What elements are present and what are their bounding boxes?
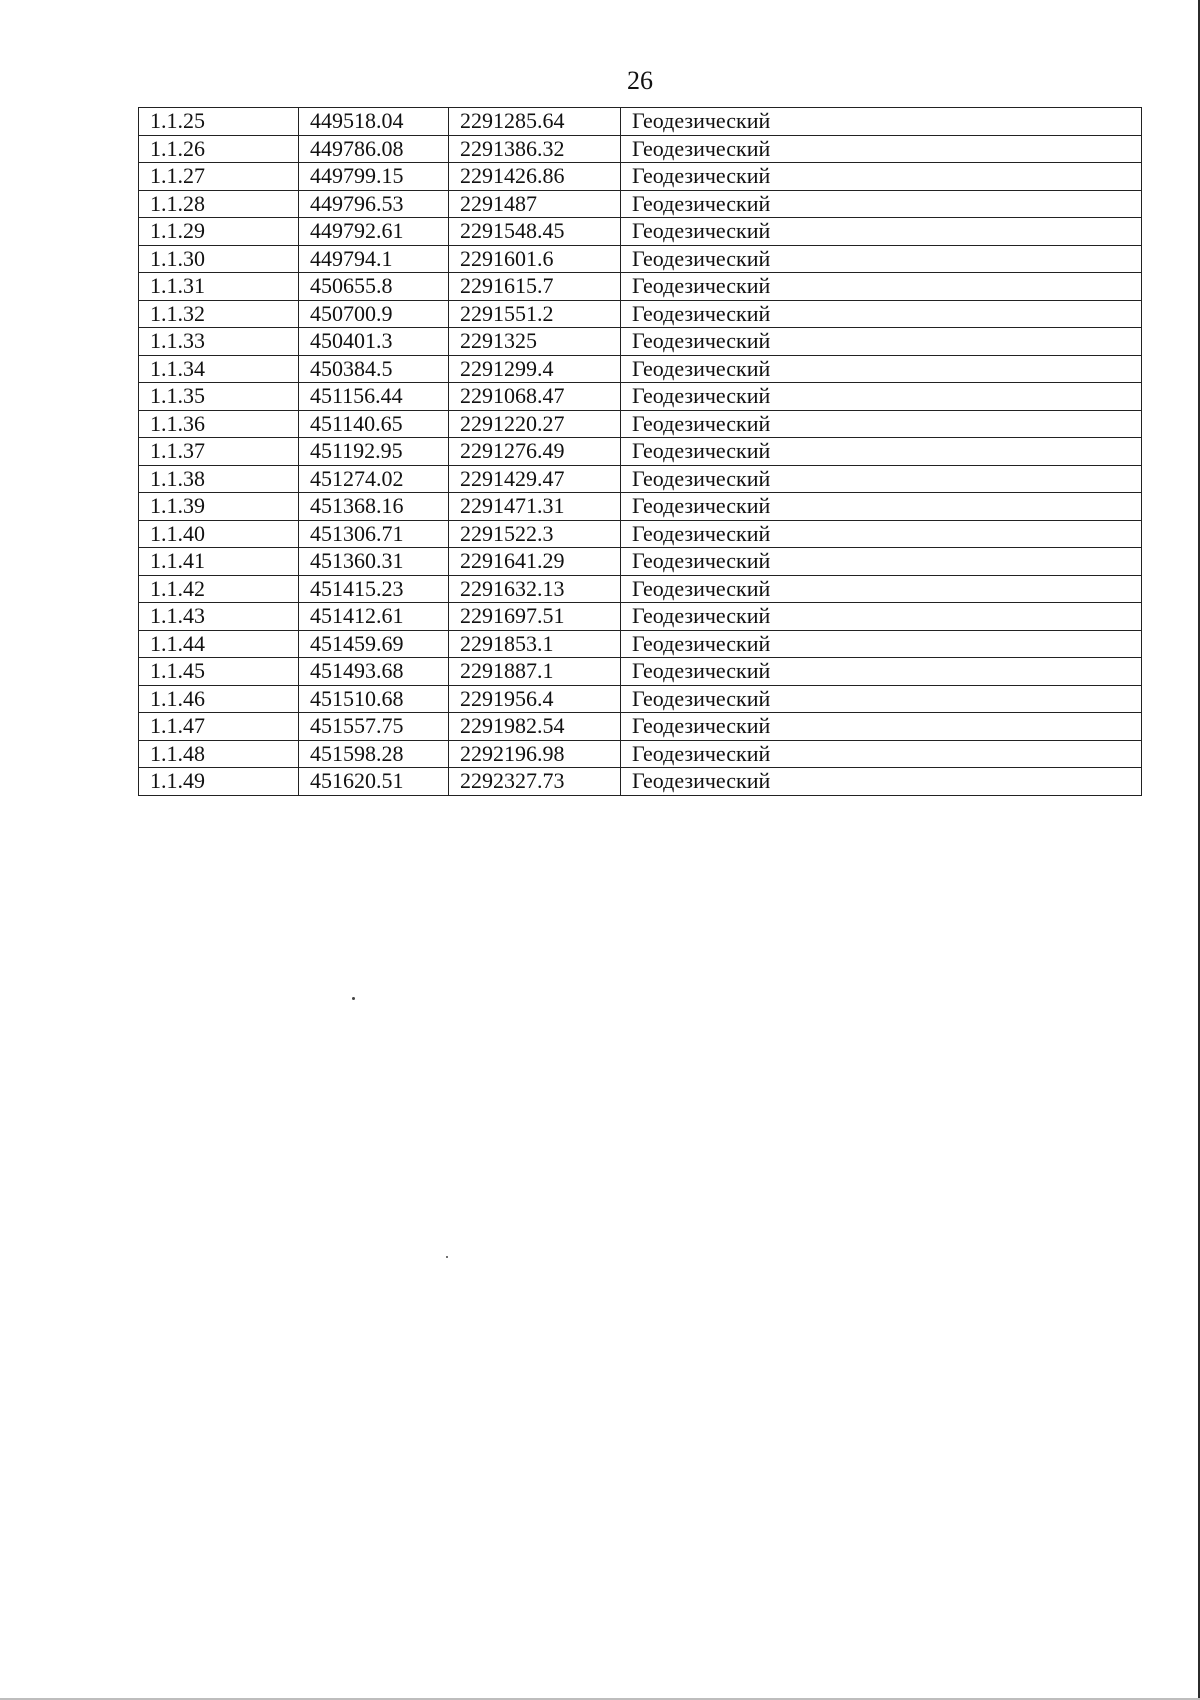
cell-y-coordinate: 2292327.73 bbox=[449, 768, 621, 796]
cell-y-coordinate: 2291068.47 bbox=[449, 383, 621, 411]
cell-y-coordinate: 2291522.3 bbox=[449, 520, 621, 548]
cell-x-coordinate: 451368.16 bbox=[299, 493, 449, 521]
cell-point-number: 1.1.30 bbox=[139, 245, 299, 273]
cell-y-coordinate: 2291548.45 bbox=[449, 218, 621, 246]
table-row bbox=[139, 135, 1142, 163]
scan-speck bbox=[352, 997, 355, 1000]
cell-x-coordinate: 451493.68 bbox=[299, 658, 449, 686]
cell-y-coordinate: 2291697.51 bbox=[449, 603, 621, 631]
cell-y-coordinate: 2291487 bbox=[449, 190, 621, 218]
table-row bbox=[139, 575, 1142, 603]
cell-x-coordinate: 449794.1 bbox=[299, 245, 449, 273]
cell-coordinate-system: Геодезический bbox=[621, 768, 1142, 796]
table-row bbox=[139, 245, 1142, 273]
cell-y-coordinate: 2291325 bbox=[449, 328, 621, 356]
cell-point-number: 1.1.46 bbox=[139, 685, 299, 713]
cell-coordinate-system: Геодезический bbox=[621, 355, 1142, 383]
cell-x-coordinate: 451620.51 bbox=[299, 768, 449, 796]
cell-y-coordinate: 2291276.49 bbox=[449, 438, 621, 466]
cell-x-coordinate: 449518.04 bbox=[299, 108, 449, 136]
cell-coordinate-system: Геодезический bbox=[621, 630, 1142, 658]
cell-coordinate-system: Геодезический bbox=[621, 438, 1142, 466]
table-row bbox=[139, 658, 1142, 686]
cell-y-coordinate: 2291853.1 bbox=[449, 630, 621, 658]
cell-coordinate-system: Геодезический bbox=[621, 465, 1142, 493]
cell-coordinate-system: Геодезический bbox=[621, 685, 1142, 713]
cell-coordinate-system: Геодезический bbox=[621, 713, 1142, 741]
table-row bbox=[139, 768, 1142, 796]
cell-coordinate-system: Геодезический bbox=[621, 410, 1142, 438]
cell-y-coordinate: 2291220.27 bbox=[449, 410, 621, 438]
table-row bbox=[139, 328, 1142, 356]
cell-coordinate-system: Геодезический bbox=[621, 603, 1142, 631]
table-row bbox=[139, 548, 1142, 576]
cell-coordinate-system: Геодезический bbox=[621, 245, 1142, 273]
table-row bbox=[139, 163, 1142, 191]
cell-point-number: 1.1.26 bbox=[139, 135, 299, 163]
cell-y-coordinate: 2291285.64 bbox=[449, 108, 621, 136]
cell-x-coordinate: 451306.71 bbox=[299, 520, 449, 548]
cell-point-number: 1.1.37 bbox=[139, 438, 299, 466]
table-row bbox=[139, 438, 1142, 466]
cell-point-number: 1.1.39 bbox=[139, 493, 299, 521]
cell-y-coordinate: 2291615.7 bbox=[449, 273, 621, 301]
table-row bbox=[139, 383, 1142, 411]
scan-speck bbox=[446, 1256, 448, 1258]
page-number: 26 bbox=[627, 66, 653, 95]
cell-point-number: 1.1.38 bbox=[139, 465, 299, 493]
cell-y-coordinate: 2291551.2 bbox=[449, 300, 621, 328]
cell-point-number: 1.1.25 bbox=[139, 108, 299, 136]
cell-y-coordinate: 2291471.31 bbox=[449, 493, 621, 521]
cell-y-coordinate: 2291982.54 bbox=[449, 713, 621, 741]
cell-point-number: 1.1.28 bbox=[139, 190, 299, 218]
cell-x-coordinate: 451360.31 bbox=[299, 548, 449, 576]
cell-point-number: 1.1.41 bbox=[139, 548, 299, 576]
cell-point-number: 1.1.48 bbox=[139, 740, 299, 768]
cell-y-coordinate: 2291299.4 bbox=[449, 355, 621, 383]
table-row bbox=[139, 493, 1142, 521]
cell-point-number: 1.1.45 bbox=[139, 658, 299, 686]
cell-x-coordinate: 449799.15 bbox=[299, 163, 449, 191]
table-row bbox=[139, 685, 1142, 713]
cell-point-number: 1.1.49 bbox=[139, 768, 299, 796]
table-row bbox=[139, 520, 1142, 548]
cell-coordinate-system: Геодезический bbox=[621, 383, 1142, 411]
cell-y-coordinate: 2291887.1 bbox=[449, 658, 621, 686]
cell-x-coordinate: 451459.69 bbox=[299, 630, 449, 658]
cell-point-number: 1.1.31 bbox=[139, 273, 299, 301]
cell-x-coordinate: 450655.8 bbox=[299, 273, 449, 301]
cell-coordinate-system: Геодезический bbox=[621, 575, 1142, 603]
cell-point-number: 1.1.40 bbox=[139, 520, 299, 548]
table-row bbox=[139, 273, 1142, 301]
cell-x-coordinate: 450700.9 bbox=[299, 300, 449, 328]
cell-coordinate-system: Геодезический bbox=[621, 300, 1142, 328]
cell-coordinate-system: Геодезический bbox=[621, 658, 1142, 686]
table-row bbox=[139, 740, 1142, 768]
cell-x-coordinate: 449792.61 bbox=[299, 218, 449, 246]
cell-coordinate-system: Геодезический bbox=[621, 108, 1142, 136]
cell-coordinate-system: Геодезический bbox=[621, 493, 1142, 521]
table-row bbox=[139, 465, 1142, 493]
cell-y-coordinate: 2291956.4 bbox=[449, 685, 621, 713]
cell-x-coordinate: 450384.5 bbox=[299, 355, 449, 383]
cell-y-coordinate: 2291601.6 bbox=[449, 245, 621, 273]
cell-x-coordinate: 449786.08 bbox=[299, 135, 449, 163]
cell-x-coordinate: 451415.23 bbox=[299, 575, 449, 603]
cell-point-number: 1.1.44 bbox=[139, 630, 299, 658]
table-row bbox=[139, 218, 1142, 246]
table-row bbox=[139, 410, 1142, 438]
coordinates-table-body bbox=[139, 108, 1142, 796]
cell-y-coordinate: 2291426.86 bbox=[449, 163, 621, 191]
cell-x-coordinate: 451412.61 bbox=[299, 603, 449, 631]
table-row bbox=[139, 190, 1142, 218]
table-row bbox=[139, 630, 1142, 658]
table-row bbox=[139, 108, 1142, 136]
cell-x-coordinate: 451156.44 bbox=[299, 383, 449, 411]
cell-coordinate-system: Геодезический bbox=[621, 520, 1142, 548]
cell-y-coordinate: 2292196.98 bbox=[449, 740, 621, 768]
cell-point-number: 1.1.43 bbox=[139, 603, 299, 631]
cell-y-coordinate: 2291429.47 bbox=[449, 465, 621, 493]
cell-coordinate-system: Геодезический bbox=[621, 135, 1142, 163]
cell-point-number: 1.1.29 bbox=[139, 218, 299, 246]
table-row bbox=[139, 355, 1142, 383]
cell-coordinate-system: Геодезический bbox=[621, 740, 1142, 768]
cell-point-number: 1.1.33 bbox=[139, 328, 299, 356]
cell-coordinate-system: Геодезический bbox=[621, 190, 1142, 218]
table-row bbox=[139, 300, 1142, 328]
cell-y-coordinate: 2291386.32 bbox=[449, 135, 621, 163]
cell-point-number: 1.1.36 bbox=[139, 410, 299, 438]
cell-x-coordinate: 451510.68 bbox=[299, 685, 449, 713]
cell-coordinate-system: Геодезический bbox=[621, 328, 1142, 356]
cell-coordinate-system: Геодезический bbox=[621, 548, 1142, 576]
cell-point-number: 1.1.42 bbox=[139, 575, 299, 603]
coordinates-table bbox=[138, 107, 1142, 796]
cell-point-number: 1.1.35 bbox=[139, 383, 299, 411]
cell-point-number: 1.1.32 bbox=[139, 300, 299, 328]
cell-coordinate-system: Геодезический bbox=[621, 163, 1142, 191]
cell-y-coordinate: 2291632.13 bbox=[449, 575, 621, 603]
table-row bbox=[139, 603, 1142, 631]
cell-coordinate-system: Геодезический bbox=[621, 218, 1142, 246]
table-row bbox=[139, 713, 1142, 741]
cell-x-coordinate: 451192.95 bbox=[299, 438, 449, 466]
cell-y-coordinate: 2291641.29 bbox=[449, 548, 621, 576]
cell-x-coordinate: 451557.75 bbox=[299, 713, 449, 741]
cell-point-number: 1.1.47 bbox=[139, 713, 299, 741]
cell-x-coordinate: 451140.65 bbox=[299, 410, 449, 438]
cell-point-number: 1.1.27 bbox=[139, 163, 299, 191]
cell-coordinate-system: Геодезический bbox=[621, 273, 1142, 301]
cell-x-coordinate: 449796.53 bbox=[299, 190, 449, 218]
cell-x-coordinate: 451274.02 bbox=[299, 465, 449, 493]
cell-x-coordinate: 450401.3 bbox=[299, 328, 449, 356]
cell-point-number: 1.1.34 bbox=[139, 355, 299, 383]
cell-x-coordinate: 451598.28 bbox=[299, 740, 449, 768]
